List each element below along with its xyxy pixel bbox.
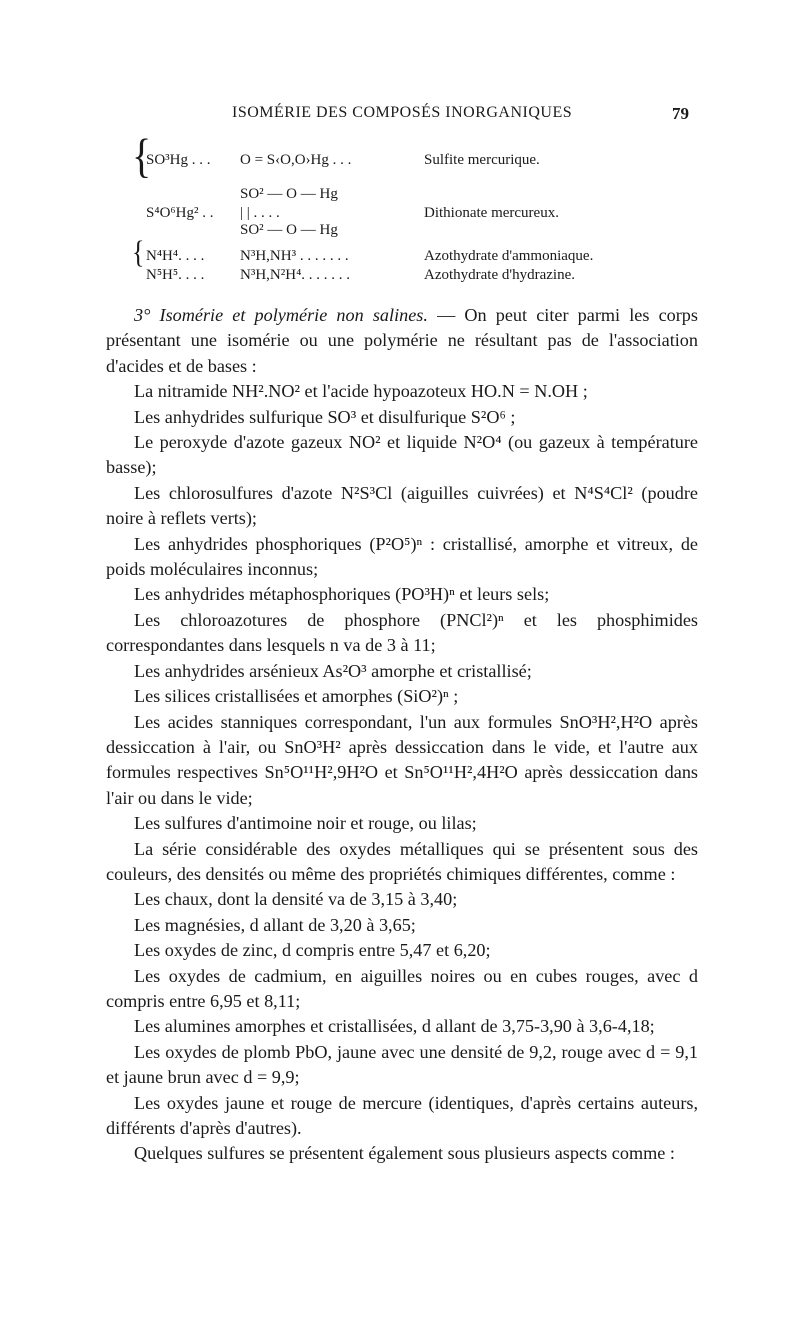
list-item: Les chloroazotures de phosphore (PNCl²)ⁿ et les phosphimides correspondantes dans lesquels n va de 3 à 11;	[106, 609, 698, 656]
list-item: Les oxydes jaune et rouge de mercure (identiques, d'après certains auteurs, différents d'après d'autres).	[106, 1092, 698, 1138]
list-item: Les oxydes de cadmium, en aiguilles noires ou en cubes rouges, avec d compris entre 6,95 et 8,11;	[106, 965, 698, 1011]
paragraph-intro	[106, 303, 698, 379]
page-number: 79	[672, 104, 689, 123]
list-item: La série considérable des oxydes métalliques qui se présentent sous des couleurs, des densités ou même des propriétés chimiques différentes, comme :	[106, 838, 698, 884]
formula-row3-structure: N³H,NH³ . . . . . . .	[240, 248, 349, 264]
list-item: Les anhydrides métaphosphoriques (PO³H)ⁿ et leurs sels;	[134, 584, 550, 605]
formula-row4-structure: N³H,N²H⁴. . . . . . .	[240, 267, 351, 283]
brace-left-top: {	[132, 128, 152, 183]
list-item: Les chaux, dont la densité va de 3,15 à 3,40;	[134, 889, 458, 910]
list-item: Les magnésies, d allant de 3,20 à 3,65;	[134, 914, 416, 935]
list-item: Les oxydes de zinc, d compris entre 5,47 et 6,20;	[134, 940, 491, 961]
list-item: Le peroxyde d'azote gazeux NO² et liquide N²O⁴ (ou gazeux à température basse);	[106, 432, 698, 478]
list-item: Les silices cristallisées et amorphes (SiO²)ⁿ ;	[134, 686, 459, 707]
formula-row2-top: SO² — O — Hg	[240, 186, 338, 202]
list-item: Les oxydes de plomb PbO, jaune avec une densité de 9,2, rouge avec d = 9,1 et jaune brun avec d = 9,9;	[106, 1041, 698, 1088]
formula-row3-name: Azothydrate d'ammoniaque.	[424, 248, 594, 264]
formula-row2-mid: | | . . . .	[240, 205, 280, 221]
list-item: La nitramide NH².NO² et l'acide hypoazoteux HO.N = N.OH ;	[134, 381, 588, 402]
formula-row2-bot: SO² — O — Hg	[240, 222, 338, 238]
list-item: Les anhydrides arsénieux As²O³ amorphe et cristallisé;	[134, 660, 532, 681]
page-header	[0, 104, 800, 128]
body-text	[106, 303, 698, 1167]
formula-row1-left: SO³Hg . . .	[146, 152, 211, 168]
formula-row2-name: Dithionate mercureux.	[424, 205, 559, 221]
formula-row1-name: Sulfite mercurique.	[424, 152, 540, 168]
formula-table	[132, 128, 712, 288]
list-item: Les sulfures d'antimoine noir et rouge, ou lilas;	[134, 813, 477, 834]
formula-row3-left: N⁴H⁴. . . .	[146, 248, 205, 264]
list-item: Les acides stanniques correspondant, l'un aux formules SnO³H²,H²O après dessiccation à l'air, ou SnO³H² après dessiccation dans le vide, et l'autre aux formules respectives Sn⁵O¹¹H²,9H²O et Sn⁵O¹¹H²,4H²O après dessiccation dans l'air ou dans le vide;	[106, 711, 698, 808]
running-title: ISOMÉRIE DES COMPOSÉS INORGANIQUES	[232, 104, 573, 121]
list-item: Les alumines amorphes et cristallisées, d allant de 3,75-3,90 à 3,6-4,18;	[134, 1016, 655, 1037]
formula-row4-left: N⁵H⁵. . . .	[146, 267, 205, 283]
list-item: Les chlorosulfures d'azote N²S³Cl (aiguilles cuivrées) et N⁴S⁴Cl² (poudre noire à reflets verts);	[106, 482, 698, 529]
formula-row1-structure: O = S‹O,O›Hg . . .	[240, 152, 352, 168]
list-item: Les anhydrides phosphoriques (P²O⁵)ⁿ : cristallisé, amorphe et vitreux, de poids moléculaires inconnus;	[106, 533, 698, 580]
formula-row4-name: Azothydrate d'hydrazine.	[424, 267, 575, 283]
list-item: Quelques sulfures se présentent également sous plusieurs aspects comme :	[134, 1143, 675, 1164]
section-heading: 3° Isomérie et polymérie non salines.	[134, 305, 428, 325]
brace-left-bottom: {	[132, 235, 145, 270]
paragraph-intro-text: — On peut citer parmi les corps présentant une isomérie ou une polymérie ne résultant pas de l'association d'acides et de bases :	[106, 305, 698, 376]
list-item: Les anhydrides sulfurique SO³ et disulfurique S²O⁶ ;	[134, 406, 516, 427]
formula-row2-left: S⁴O⁶Hg² . .	[146, 205, 214, 221]
